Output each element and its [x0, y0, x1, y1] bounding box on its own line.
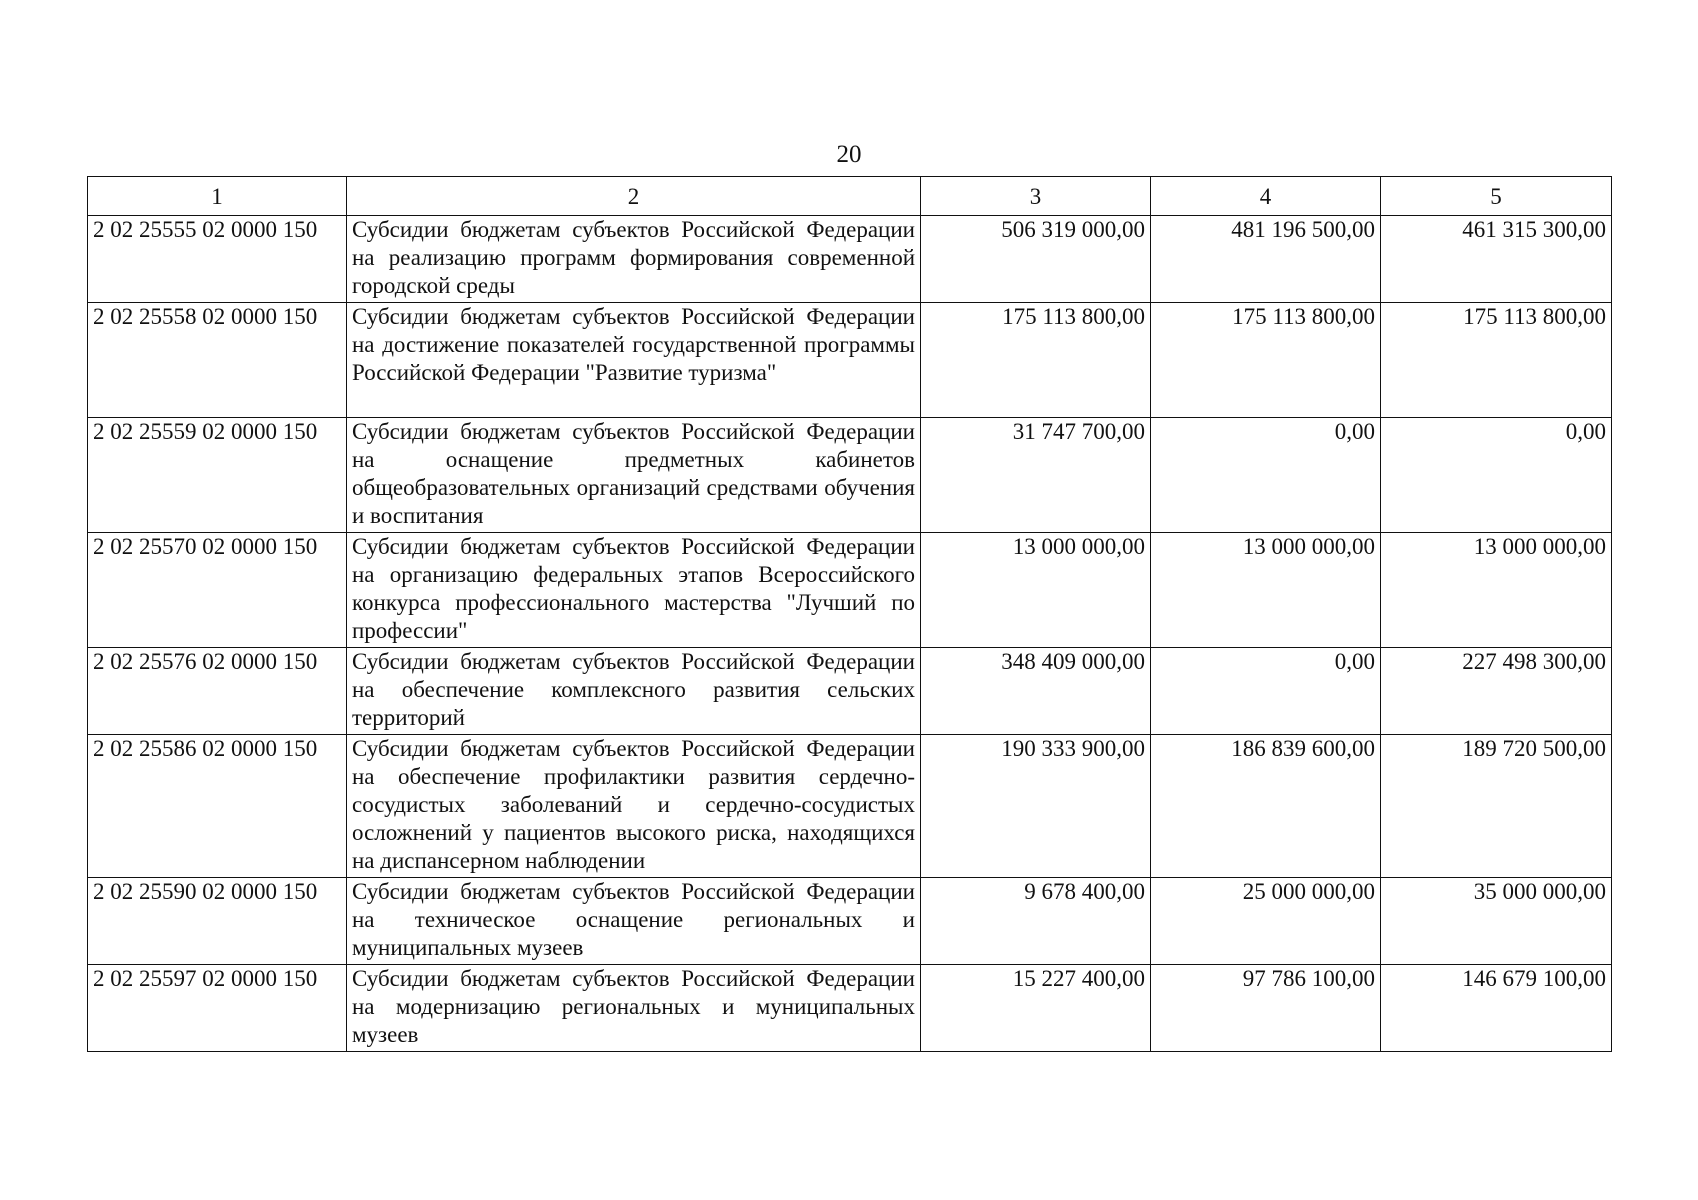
table-row [88, 878, 1612, 965]
revenue-description: Субсидии бюджетам субъектов Российской Федерации на реализацию программ формирования современной городской среды [347, 216, 921, 303]
column-header-5: 5 [1381, 177, 1612, 216]
amount-column-5: 227 498 300,00 [1381, 648, 1612, 735]
revenue-description: Субсидии бюджетам субъектов Российской Федерации на организацию федеральных этапов Всероссийского конкурса профессионального мастерства "Лучший по профессии" [347, 533, 921, 648]
column-header-4: 4 [1151, 177, 1381, 216]
amount-column-4: 186 839 600,00 [1151, 735, 1381, 878]
page-number: 20 [836, 141, 862, 168]
amount-column-5: 189 720 500,00 [1381, 735, 1612, 878]
amount-column-4: 0,00 [1151, 648, 1381, 735]
amount-column-5: 13 000 000,00 [1381, 533, 1612, 648]
revenue-description: Субсидии бюджетам субъектов Российской Федерации на модернизацию региональных и муниципальных музеев [347, 965, 921, 1052]
amount-column-3: 175 113 800,00 [921, 303, 1151, 418]
revenue-code: 2 02 25576 02 0000 150 [88, 648, 347, 735]
table-row [88, 216, 1612, 303]
amount-column-4: 25 000 000,00 [1151, 878, 1381, 965]
table-row [88, 303, 1612, 418]
table-header-row [88, 177, 1612, 216]
table-row [88, 965, 1612, 1052]
amount-column-3: 506 319 000,00 [921, 216, 1151, 303]
amount-column-3: 190 333 900,00 [921, 735, 1151, 878]
revenue-code: 2 02 25590 02 0000 150 [88, 878, 347, 965]
revenue-code: 2 02 25555 02 0000 150 [88, 216, 347, 303]
amount-column-3: 31 747 700,00 [921, 418, 1151, 533]
revenue-code: 2 02 25559 02 0000 150 [88, 418, 347, 533]
revenue-description: Субсидии бюджетам субъектов Российской Федерации на оснащение предметных кабинетов общеобразовательных организаций средствами обучения и воспитания [347, 418, 921, 533]
revenue-code: 2 02 25597 02 0000 150 [88, 965, 347, 1052]
amount-column-5: 146 679 100,00 [1381, 965, 1612, 1052]
column-header-3: 3 [921, 177, 1151, 216]
amount-column-4: 13 000 000,00 [1151, 533, 1381, 648]
amount-column-3: 15 227 400,00 [921, 965, 1151, 1052]
amount-column-4: 0,00 [1151, 418, 1381, 533]
revenue-description: Субсидии бюджетам субъектов Российской Федерации на техническое оснащение региональных и муниципальных музеев [347, 878, 921, 965]
revenue-code: 2 02 25570 02 0000 150 [88, 533, 347, 648]
table-row [88, 418, 1612, 533]
amount-column-5: 175 113 800,00 [1381, 303, 1612, 418]
revenue-description: Субсидии бюджетам субъектов Российской Федерации на обеспечение комплексного развития сельских территорий [347, 648, 921, 735]
column-header-1: 1 [88, 177, 347, 216]
column-header-2: 2 [347, 177, 921, 216]
table-row [88, 648, 1612, 735]
amount-column-4: 175 113 800,00 [1151, 303, 1381, 418]
revenue-description: Субсидии бюджетам субъектов Российской Федерации на достижение показателей государственной программы Российской Федерации "Развитие туризма" [347, 303, 921, 418]
table-row [88, 735, 1612, 878]
table-row [88, 533, 1612, 648]
amount-column-3: 13 000 000,00 [921, 533, 1151, 648]
revenue-description: Субсидии бюджетам субъектов Российской Федерации на обеспечение профилактики развития сердечно-сосудистых заболеваний и сердечно-сосудистых осложнений у пациентов высокого риска, находящихся на диспансерном наблюдении [347, 735, 921, 878]
amount-column-5: 0,00 [1381, 418, 1612, 533]
amount-column-5: 35 000 000,00 [1381, 878, 1612, 965]
revenue-code: 2 02 25586 02 0000 150 [88, 735, 347, 878]
amount-column-5: 461 315 300,00 [1381, 216, 1612, 303]
amount-column-4: 97 786 100,00 [1151, 965, 1381, 1052]
revenue-code: 2 02 25558 02 0000 150 [88, 303, 347, 418]
budget-table [87, 176, 1612, 1052]
amount-column-4: 481 196 500,00 [1151, 216, 1381, 303]
amount-column-3: 348 409 000,00 [921, 648, 1151, 735]
amount-column-3: 9 678 400,00 [921, 878, 1151, 965]
